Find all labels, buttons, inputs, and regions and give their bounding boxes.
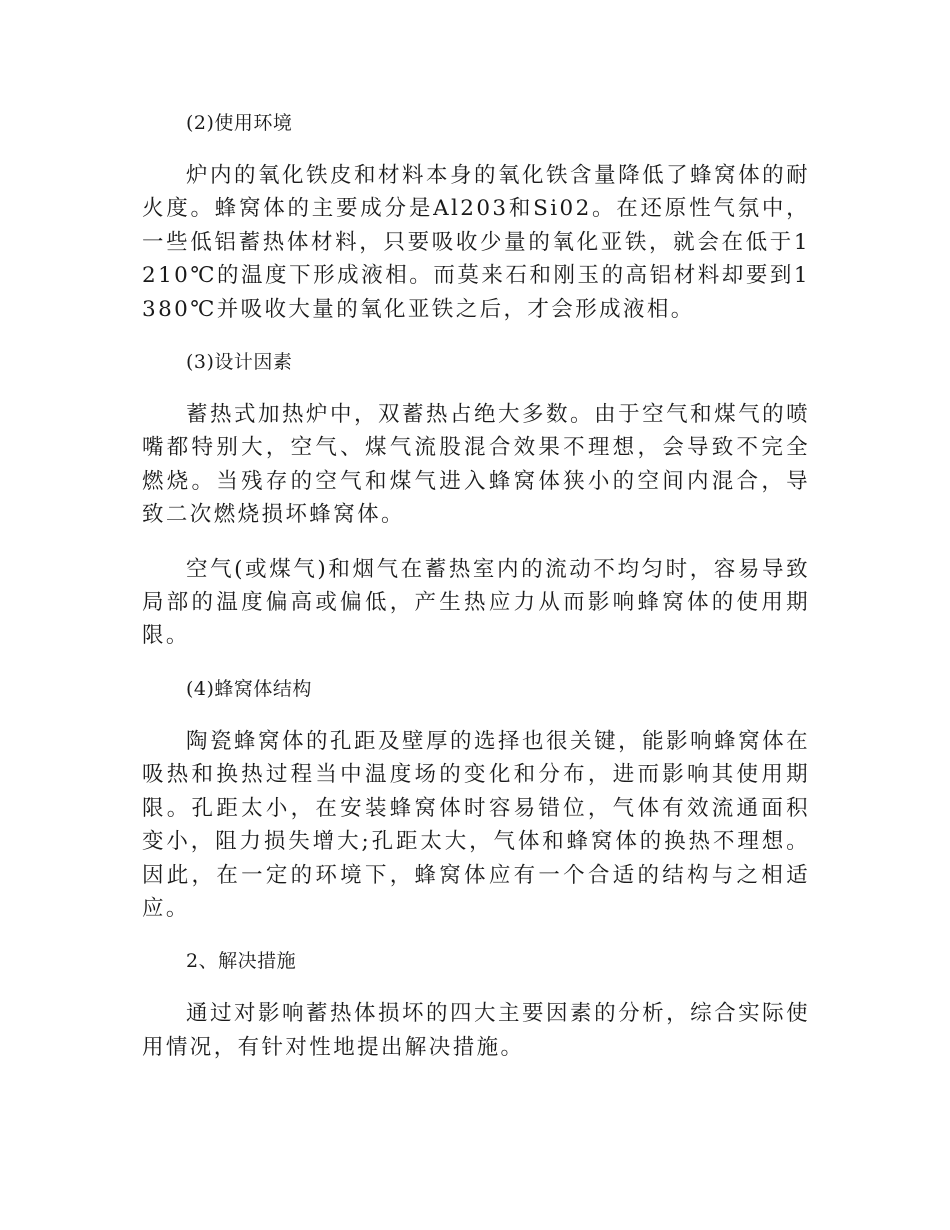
section-heading-solutions: 2、解决措施 [186, 950, 297, 973]
document-page [142, 108, 810, 1085]
section-heading-design-factors: (3)设计因素 [186, 351, 293, 374]
paragraph-usage-environment: 炉内的氧化铁皮和材料本身的氧化铁含量降低了蜂窝体的耐火度。蜂窝体的主要成分是Al203和Si02。在还原性气氛中，一些低铝蓄热体材料，只要吸收少量的氧化亚铁，就会在低于1210℃的温度下形成液相。而莫来石和刚玉的高铝材料却要到1380℃并吸收大量的氧化亚铁之后，才会形成液相。 [142, 163, 810, 322]
paragraph-honeycomb-structure: 陶瓷蜂窝体的孔距及壁厚的选择也很关键，能影响蜂窝体在吸热和换热过程当中温度场的变化和分布，进而影响其使用期限。孔距太小，在安装蜂窝体时容易错位，气体有效流通面积变小，阻力损失增大;孔距太大，气体和蜂窝体的换热不理想。因此，在一定的环境下，蜂窝体应有一个合适的结构与之相适应。 [142, 728, 810, 921]
section-heading-honeycomb-structure: (4)蜂窝体结构 [186, 677, 312, 700]
paragraph-design-factors-2: 空气(或煤气)和烟气在蓄热室内的流动不均匀时，容易导致局部的温度偏高或偏低，产生热应力从而影响蜂窝体的使用期限。 [142, 556, 810, 649]
section-heading-usage-environment: (2)使用环境 [186, 112, 293, 134]
paragraph-solutions: 通过对影响蓄热体损坏的四大主要因素的分析，综合实际使用情况，有针对性地提出解决措施。 [142, 1001, 810, 1060]
paragraph-design-factors-1: 蓄热式加热炉中，双蓄热占绝大多数。由于空气和煤气的喷嘴都特别大，空气、煤气流股混合效果不理想，会导致不完全燃烧。当残存的空气和煤气进入蜂窝体狭小的空间内混合，导致二次燃烧损坏蜂窝体。 [142, 402, 810, 528]
